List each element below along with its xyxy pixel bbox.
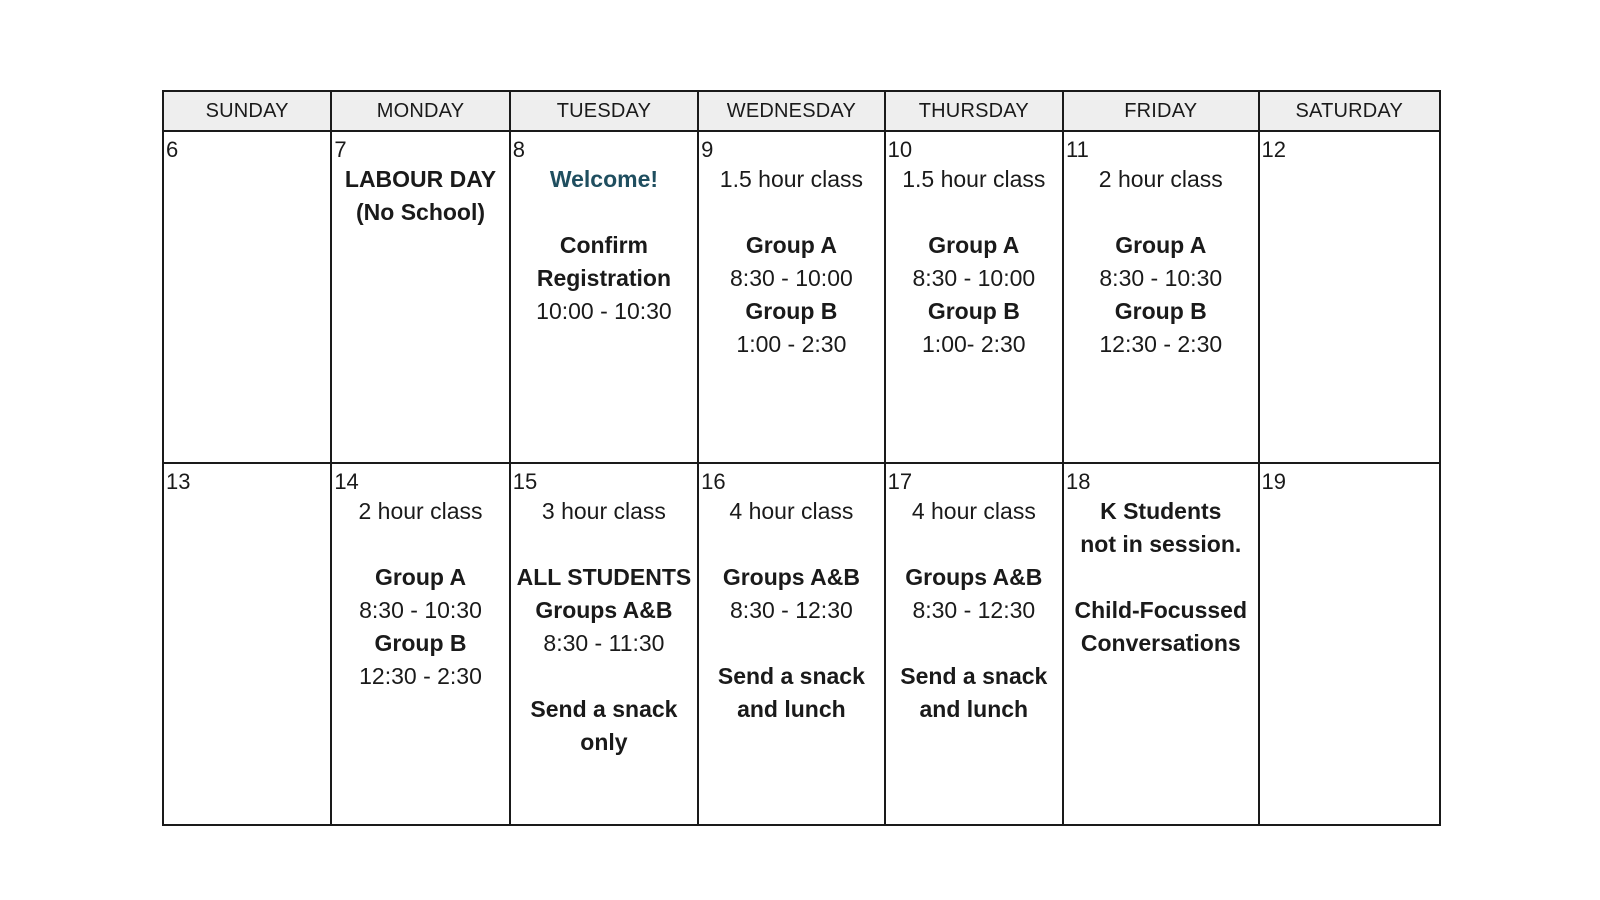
audience-label: ALL STUDENTS	[516, 564, 692, 590]
week-row-1	[163, 131, 1440, 463]
day-number: 7	[334, 137, 347, 162]
header-friday: FRIDAY	[1063, 91, 1259, 131]
group-a-label: Group A	[745, 232, 837, 258]
day-cell-17	[885, 463, 1063, 825]
conversations-note: Child-Focussed	[1074, 597, 1248, 623]
day-number: 13	[166, 469, 191, 494]
day-number: 17	[887, 469, 913, 494]
group-a-label: Group A	[1115, 232, 1207, 258]
class-length: 1.5 hour class	[719, 166, 863, 192]
groups-label: Groups A&B	[722, 564, 860, 590]
day-number: 15	[512, 469, 538, 494]
day-cell-9	[698, 131, 884, 463]
day-cell-6	[163, 131, 331, 463]
snack-note: only	[580, 729, 628, 755]
conversations-note: Conversations	[1080, 630, 1241, 656]
calendar-grid	[162, 90, 1441, 826]
group-a-label: Group A	[928, 232, 1020, 258]
group-b-label: Group B	[374, 630, 467, 656]
class-length: 2 hour class	[1098, 166, 1223, 192]
group-a-time: 8:30 - 10:30	[359, 597, 482, 623]
day-cell-10	[885, 131, 1063, 463]
header-thursday: THURSDAY	[885, 91, 1063, 131]
day-cell-13	[163, 463, 331, 825]
group-b-label: Group B	[745, 298, 838, 324]
group-a-time: 8:30 - 10:30	[1099, 265, 1223, 291]
day-number: 14	[334, 469, 359, 494]
event-title: Registration	[536, 265, 672, 291]
session-note: not in session.	[1080, 531, 1242, 557]
snack-note: and lunch	[737, 696, 846, 722]
header-monday: MONDAY	[331, 91, 509, 131]
class-length: 3 hour class	[541, 498, 666, 524]
welcome-text: Welcome!	[549, 166, 659, 192]
day-cell-7	[331, 131, 509, 463]
group-a-time: 8:30 - 10:00	[912, 265, 1036, 291]
session-note: K Students	[1100, 498, 1222, 524]
day-cell-18	[1063, 463, 1259, 825]
header-tuesday: TUESDAY	[510, 91, 698, 131]
day-cell-16	[698, 463, 884, 825]
groups-time: 8:30 - 11:30	[543, 630, 665, 656]
day-number: 6	[166, 137, 179, 162]
header-wednesday: WEDNESDAY	[698, 91, 884, 131]
groups-time: 8:30 - 12:30	[730, 597, 853, 623]
groups-label: Groups A&B	[535, 597, 673, 623]
holiday-title: LABOUR DAY	[344, 166, 497, 192]
week-row-2	[163, 463, 1440, 825]
day-cell-14	[331, 463, 509, 825]
header-saturday: SATURDAY	[1259, 91, 1440, 131]
day-number: 9	[701, 137, 714, 162]
day-number: 10	[887, 137, 913, 162]
day-cell-11	[1063, 131, 1259, 463]
day-number: 18	[1066, 469, 1091, 494]
holiday-note: (No School)	[355, 199, 486, 225]
group-b-time: 12:30 - 2:30	[1099, 331, 1223, 357]
group-a-label: Group A	[374, 564, 467, 590]
group-b-time: 1:00- 2:30	[922, 331, 1026, 357]
class-length: 1.5 hour class	[902, 166, 1046, 192]
group-b-label: Group B	[927, 298, 1020, 324]
header-sunday: SUNDAY	[163, 91, 331, 131]
class-length: 4 hour class	[911, 498, 1036, 524]
day-number: 8	[512, 137, 525, 162]
snack-note: Send a snack	[900, 663, 1048, 689]
event-title: Confirm	[559, 232, 649, 258]
group-b-time: 12:30 - 2:30	[359, 663, 482, 689]
snack-note: and lunch	[919, 696, 1029, 722]
snack-note: Send a snack	[530, 696, 678, 722]
group-b-time: 1:00 - 2:30	[736, 331, 847, 357]
group-b-label: Group B	[1114, 298, 1207, 324]
group-a-time: 8:30 - 10:00	[730, 265, 853, 291]
day-number: 12	[1261, 137, 1287, 162]
day-number: 19	[1261, 469, 1287, 494]
weekday-header-row	[163, 91, 1440, 131]
class-length: 2 hour class	[358, 498, 483, 524]
class-length: 4 hour class	[729, 498, 854, 524]
day-number: 16	[701, 469, 726, 494]
day-cell-15	[510, 463, 698, 825]
day-number: 11	[1066, 137, 1089, 162]
day-cell-12	[1259, 131, 1440, 463]
day-cell-8	[510, 131, 698, 463]
groups-label: Groups A&B	[905, 564, 1043, 590]
snack-note: Send a snack	[717, 663, 865, 689]
day-cell-19	[1259, 463, 1440, 825]
groups-time: 8:30 - 12:30	[912, 597, 1036, 623]
event-time: 10:00 - 10:30	[536, 298, 672, 324]
